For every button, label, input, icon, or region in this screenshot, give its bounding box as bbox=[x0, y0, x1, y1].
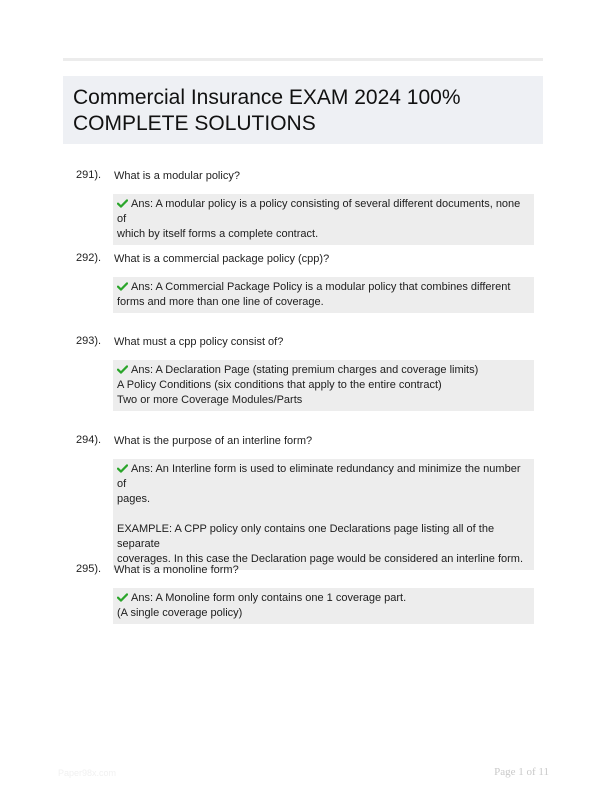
question-number: 293). bbox=[76, 335, 102, 347]
question-number: 291). bbox=[76, 169, 102, 181]
page-title: Commercial Insurance EXAM 2024 100% COMPLETE SOLUTIONS bbox=[73, 86, 461, 135]
question-text: What is a commercial package policy (cpp)? bbox=[114, 253, 330, 265]
answer-line: Ans: A Commercial Package Policy is a modular policy that combines different bbox=[117, 280, 529, 295]
answer-line: Ans: A modular policy is a policy consisting of several different documents, none of bbox=[117, 198, 521, 225]
question-number: 295). bbox=[76, 563, 102, 575]
answer-line: pages. bbox=[117, 493, 151, 505]
answer-line: Ans: An Interline form is used to eliminate redundancy and minimize the number of bbox=[117, 463, 521, 490]
answer-line: (A single coverage policy) bbox=[117, 607, 243, 619]
watermark-text: Paper98x.com bbox=[58, 768, 117, 778]
question-text: What must a cpp policy consist of? bbox=[114, 336, 284, 348]
checkmark-icon bbox=[117, 593, 128, 602]
checkmark-icon bbox=[117, 365, 128, 374]
answer-box bbox=[113, 277, 534, 313]
answer-line: which by itself forms a complete contract. bbox=[117, 228, 319, 240]
answer-box bbox=[113, 459, 534, 570]
checkmark-icon bbox=[117, 199, 128, 208]
answer-box bbox=[113, 588, 534, 624]
checkmark-icon bbox=[117, 282, 128, 291]
question-text: What is a modular policy? bbox=[114, 170, 240, 182]
answer-spacer bbox=[117, 507, 529, 522]
question-text: What is the purpose of an interline form? bbox=[114, 435, 313, 447]
answer-line: EXAMPLE: A CPP policy only contains one Declarations page listing all of the separate bbox=[117, 523, 495, 550]
answer-line: A Policy Conditions (six conditions that apply to the entire contract) bbox=[117, 379, 442, 391]
top-divider bbox=[63, 58, 543, 61]
answer-line: Ans: A Monoline form only contains one 1 coverage part. bbox=[117, 591, 529, 606]
question-number: 292). bbox=[76, 252, 102, 264]
question-text: What is a monoline form? bbox=[114, 564, 239, 576]
question-number: 294). bbox=[76, 434, 102, 446]
checkmark-icon bbox=[117, 464, 128, 473]
answer-line: coverages. In this case the Declaration page would be considered an interline form. bbox=[117, 553, 524, 565]
answer-line: forms and more than one line of coverage. bbox=[117, 296, 324, 308]
answer-line: Two or more Coverage Modules/Parts bbox=[117, 394, 303, 406]
answer-box bbox=[113, 194, 534, 245]
answer-line: Ans: A Declaration Page (stating premium charges and coverage limits) bbox=[117, 363, 529, 378]
answer-box bbox=[113, 360, 534, 411]
page-number: Page 1 of 11 bbox=[494, 766, 549, 778]
title-banner bbox=[63, 76, 543, 144]
